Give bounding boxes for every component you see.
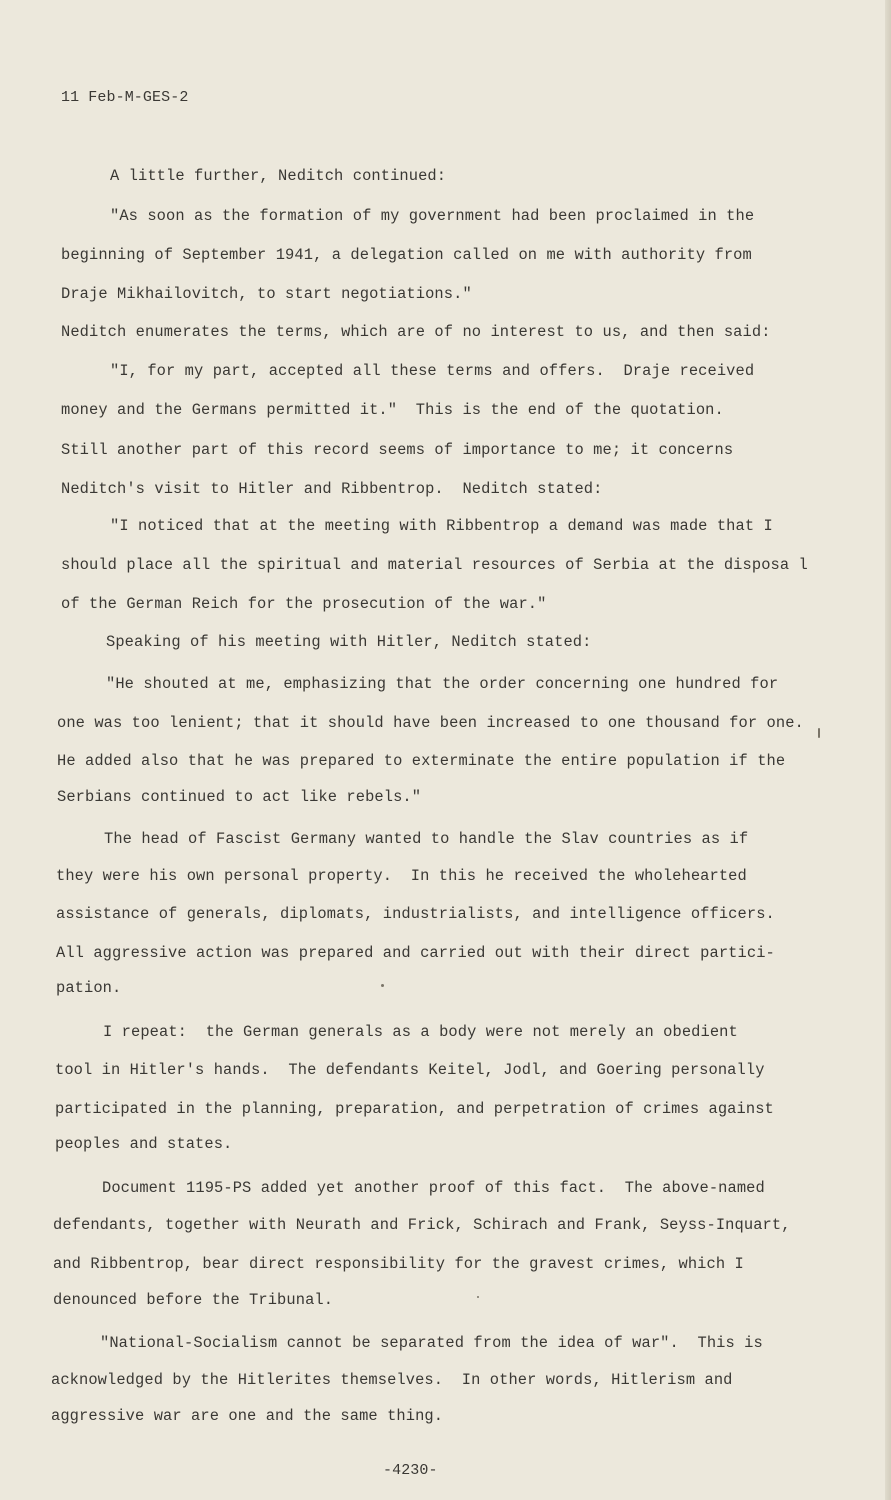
text-line: participated in the planning, preparation, and perpetration of crimes against: [55, 1100, 774, 1118]
text-line: "I, for my part, accepted all these terms and offers. Draje received: [110, 362, 755, 380]
text-line: aggressive war are one and the same thing.: [51, 1407, 444, 1425]
text-line: All aggressive action was prepared and carried out with their direct partici-: [56, 944, 775, 962]
text-line: and Ribbentrop, bear direct responsibility for the gravest crimes, which I: [53, 1255, 744, 1273]
text-line: "He shouted at me, emphasizing that the order concerning one hundred for: [106, 675, 779, 693]
text-line: He added also that he was prepared to exterminate the entire population if the: [57, 752, 786, 770]
text-line: beginning of September 1941, a delegation called on me with authority from: [61, 246, 752, 264]
page-id: 11 Feb-M-GES-2: [61, 89, 189, 106]
text-line: "As soon as the formation of my government had been proclaimed in the: [110, 207, 755, 225]
text-line: peoples and states.: [55, 1135, 233, 1153]
text-line: money and the Germans permitted it." This is the end of the quotation.: [61, 401, 724, 419]
page-number: -4230-: [383, 1462, 438, 1479]
text-line: "National-Socialism cannot be separated from the idea of war". This is: [100, 1334, 763, 1352]
text-line: "I noticed that at the meeting with Ribbentrop a demand was made that I: [110, 517, 773, 535]
text-line: Neditch's visit to Hitler and Ribbentrop. Neditch stated:: [61, 480, 603, 498]
text-line: tool in Hitler's hands. The defendants Keitel, Jodl, and Goering personally: [55, 1061, 765, 1079]
text-line: I repeat: the German generals as a body were not merely an obedient: [103, 1023, 738, 1041]
text-line: A little further, Neditch continued:: [110, 167, 447, 185]
text-line: Serbians continued to act like rebels.": [57, 788, 422, 806]
text-line: The head of Fascist Germany wanted to handle the Slav countries as if: [104, 830, 749, 848]
text-line: Speaking of his meeting with Hitler, Neditch stated:: [106, 633, 592, 651]
text-line: of the German Reich for the prosecution of the war.": [61, 595, 547, 613]
text-line: defendants, together with Neurath and Frick, Schirach and Frank, Seyss-Inquart,: [53, 1216, 791, 1234]
paper-speck: [818, 728, 820, 738]
text-line: one was too lenient; that it should have been increased to one thousand for one.: [57, 714, 804, 732]
text-line: Document 1195-PS added yet another proof of this fact. The above-named: [102, 1179, 765, 1197]
text-line: Still another part of this record seems of importance to me; it concerns: [61, 441, 734, 459]
text-line: assistance of generals, diplomats, industrialists, and intelligence officers.: [56, 905, 775, 923]
paper-speck: [477, 1296, 479, 1298]
text-line: pation.: [56, 979, 122, 997]
text-line: Draje Mikhailovitch, to start negotiations.": [61, 285, 472, 303]
text-line: they were his own personal property. In this he received the wholehearted: [56, 867, 747, 885]
text-line: Neditch enumerates the terms, which are of no interest to us, and then said:: [61, 323, 771, 341]
text-line: should place all the spiritual and material resources of Serbia at the disposa l: [61, 556, 808, 574]
paper-speck: [381, 984, 384, 987]
text-line: denounced before the Tribunal.: [53, 1291, 334, 1309]
text-line: acknowledged by the Hitlerites themselves. In other words, Hitlerism and: [51, 1371, 733, 1389]
